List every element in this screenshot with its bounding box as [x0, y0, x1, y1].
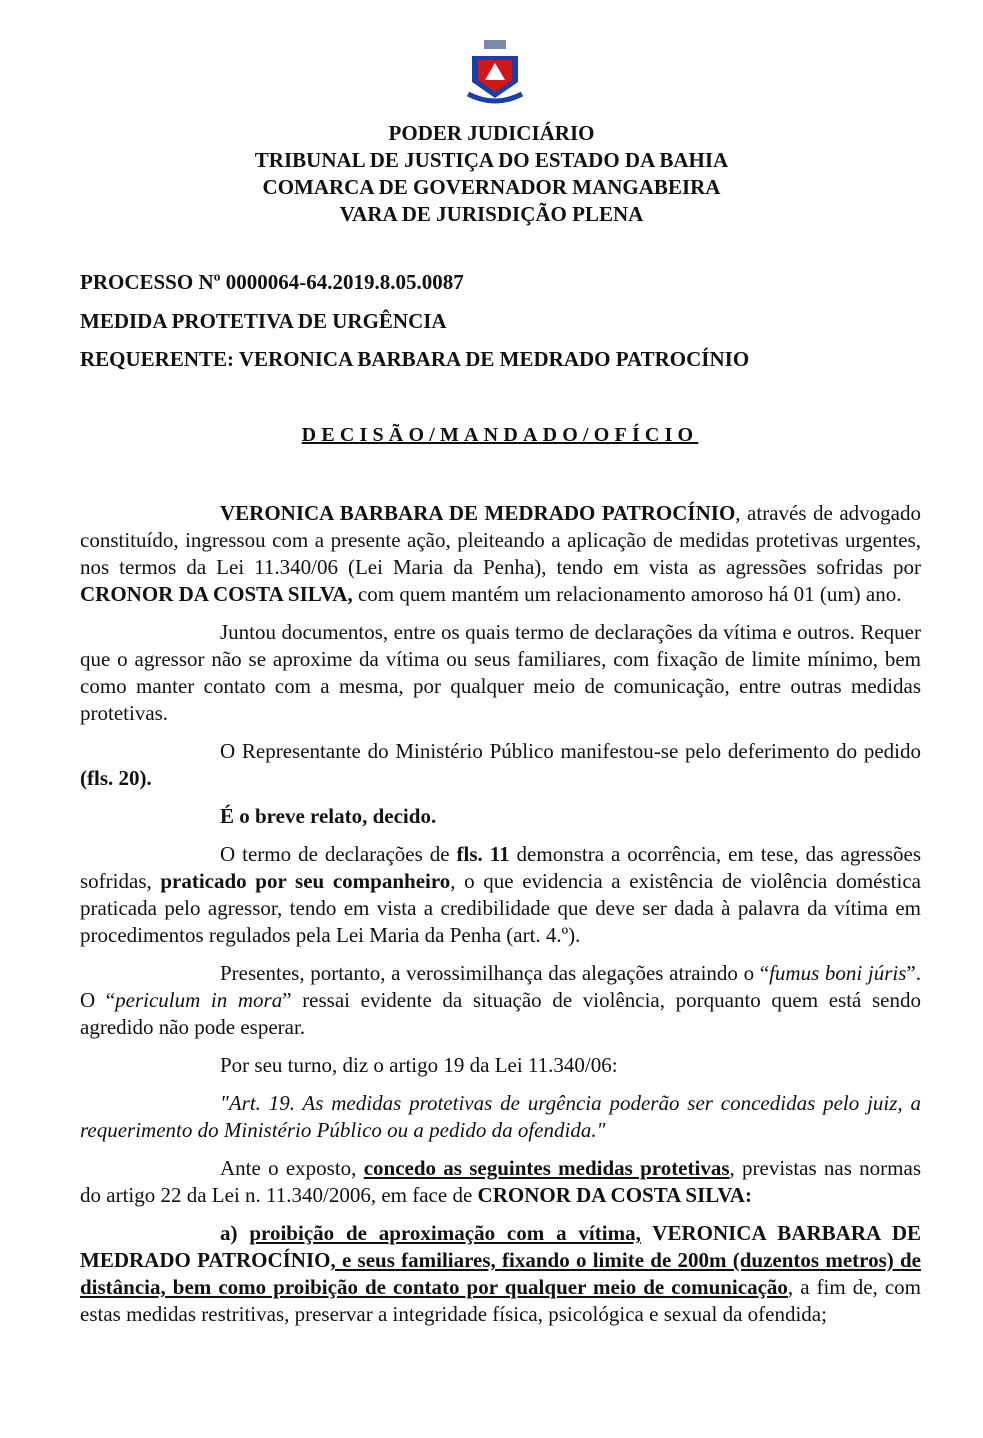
- p6-text-1: Presentes, portanto, a verossimilhança das alegações atraindo o “: [220, 961, 770, 985]
- process-type: MEDIDA PROTETIVA DE URGÊNCIA: [80, 309, 447, 333]
- document-title: [0, 424, 983, 447]
- paragraph-3: [80, 738, 921, 792]
- p5-text-2: demonstra a ocorrência, em tese, das agressões sofridas,: [80, 842, 922, 893]
- paragraph-1: [80, 500, 921, 608]
- p9-text-1: Ante o exposto,: [220, 1156, 364, 1180]
- p10-underlined-2: , e seus familiares, fixando o limite de 200m (duzentos metros) de distância, bem como proibição de contato por qualquer meio de comunicação: [80, 1248, 921, 1299]
- paragraph-4: É o breve relato, decido.: [220, 804, 437, 828]
- paragraph-5: [80, 841, 921, 949]
- paragraph-8-quote: "Art. 19. As medidas protetivas de urgência poderão ser concedidas pelo juiz, a requerimento do Ministério Público ou a pedido da ofendida.": [80, 1091, 921, 1142]
- header-line-4: VARA DE JURISDIÇÃO PLENA: [339, 202, 644, 226]
- p6-text-3: ” ressai evidente da situação de violência, porquanto quem está sendo agredido não pode esperar.: [80, 988, 921, 1039]
- header-line-3: COMARCA DE GOVERNADOR MANGABEIRA: [262, 175, 721, 199]
- p5-emphasis: praticado por seu companheiro: [160, 869, 451, 893]
- paragraph-7: Por seu turno, diz o artigo 19 da Lei 11.340/06:: [220, 1053, 618, 1077]
- p10-victim-name: VERONICA BARBARA DE MEDRADO PATROCÍNIO: [80, 1221, 922, 1272]
- decision-body: [80, 500, 921, 1339]
- p5-text-1: O termo de declarações de: [220, 842, 457, 866]
- p6-text-2: ”. O “: [80, 961, 921, 1012]
- p3-reference: (fls. 20).: [80, 766, 152, 790]
- victim-name: VERONICA BARBARA DE MEDRADO PATROCÍNIO: [220, 501, 736, 525]
- document-title-text: DECISÃO/MANDADO/OFÍCIO: [301, 424, 699, 446]
- bahia-coat-of-arms-icon: [464, 38, 526, 106]
- paragraph-6: [80, 960, 921, 1041]
- court-header: [0, 120, 983, 228]
- p5-text-3: , o que evidencia a existência de violência doméstica praticada pelo agressor, tendo em vista a credibilidade que deve ser dada à palavra da vítima em procedimentos regulados pela Lei Maria da Penha (art. 4.º).: [80, 869, 921, 947]
- p1-text-2: com quem mantém um relacionamento amoroso há 01 (um) ano.: [352, 582, 902, 606]
- paragraph-10: [80, 1220, 921, 1328]
- p1-text-1: , através de advogado constituído, ingressou com a presente ação, pleiteando a aplicação de medidas protetivas urgentes, nos termos da Lei 11.340/06 (Lei Maria da Penha), tendo em vista as agressões sofridas por: [80, 501, 921, 579]
- p9-emphasis: concedo as seguintes medidas protetivas: [363, 1156, 730, 1180]
- p10-underlined-1: proibição de aproximação com a vítima,: [249, 1221, 641, 1245]
- process-number: PROCESSO Nº 0000064-64.2019.8.05.0087: [80, 270, 464, 294]
- aggressor-name: CRONOR DA COSTA SILVA,: [80, 582, 353, 606]
- p5-reference: fls. 11: [456, 842, 510, 866]
- header-line-2: TRIBUNAL DE JUSTIÇA DO ESTADO DA BAHIA: [254, 148, 729, 172]
- paragraph-9: [80, 1155, 921, 1209]
- paragraph-2: Juntou documentos, entre os quais termo de declarações da vítima e outros. Requer que o agressor não se aproxime da vítima ou seus familiares, com fixação de limite mínimo, bem como manter contato com a mesma, por qualquer meio de comunicação, entre outras medidas protetivas.: [80, 620, 921, 725]
- p3-text: O Representante do Ministério Público manifestou-se pelo deferimento do pedido: [220, 739, 921, 763]
- p10-text: , a fim de, com estas medidas restritivas, preservar a integridade física, psicológica e sexual da ofendida;: [80, 1275, 921, 1326]
- p6-latin-1: fumus boni júris: [769, 961, 907, 985]
- header-line-1: PODER JUDICIÁRIO: [388, 121, 595, 145]
- p6-latin-2: periculum in mora: [115, 988, 283, 1012]
- p10-label: a): [220, 1221, 250, 1245]
- requerente-line: REQUERENTE: VERONICA BARBARA DE MEDRADO PATROCÍNIO: [80, 347, 750, 371]
- p9-aggressor-name: CRONOR DA COSTA SILVA:: [477, 1183, 752, 1207]
- p9-text-2: , previstas nas normas do artigo 22 da Lei n. 11.340/2006, em face de: [80, 1156, 922, 1207]
